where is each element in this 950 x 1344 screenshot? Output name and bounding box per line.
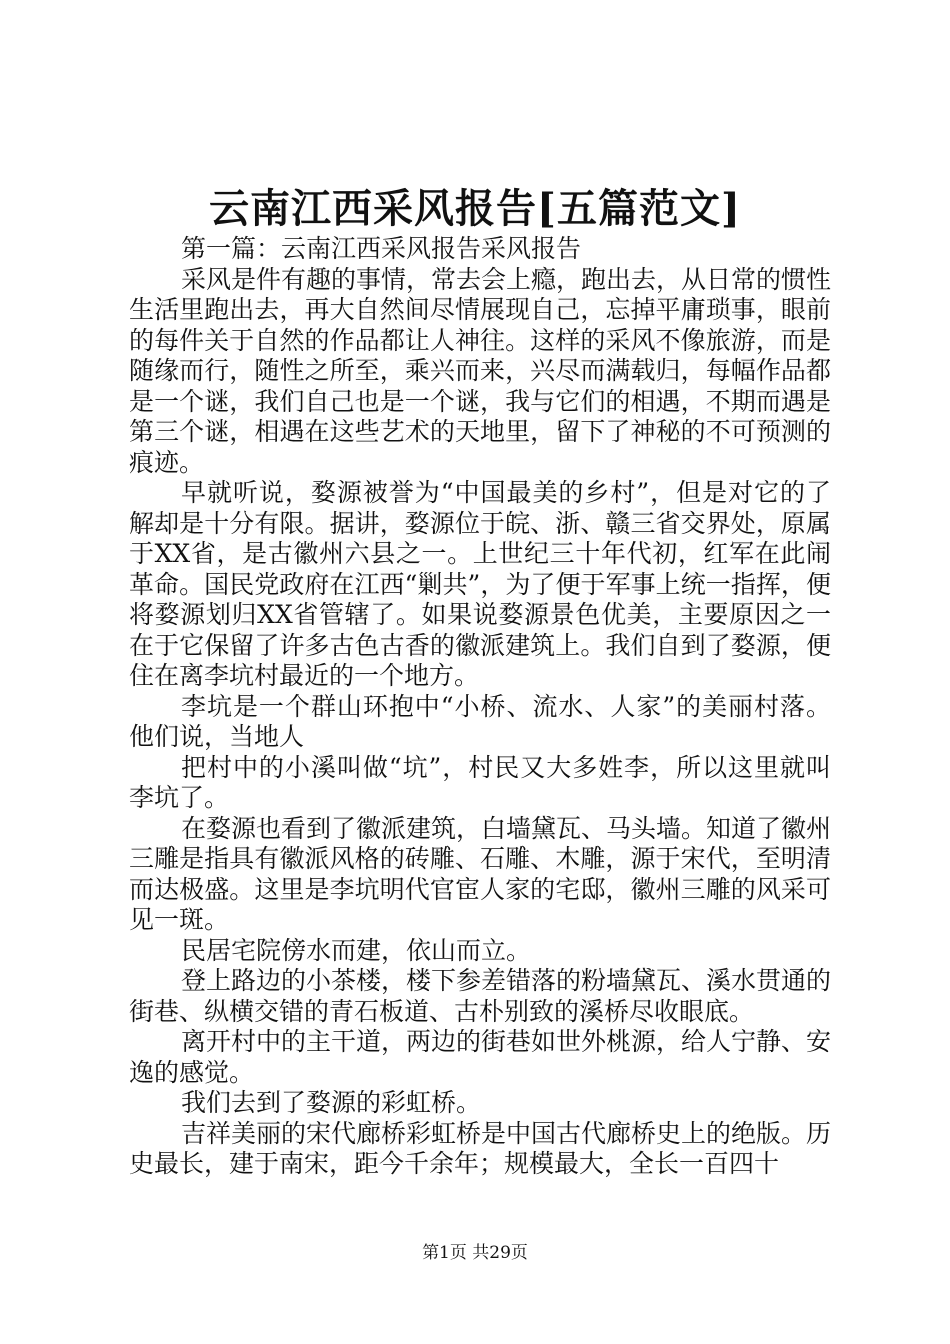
paragraph: 采风是件有趣的事情，常去会上瘾，跑出去，从日常的惯性生活里跑出去，再大自然间尽情展现自己，忘掉平庸琐事，眼前的每件关于自然的作品都让人神往。这样的采风不像旅游，而是随缘而行，随性之所至，乘兴而来，兴尽而满载归，每幅作品都是一个谜，我们自己也是一个谜，我与它们的相遇，不期而遇是第三个谜，相遇在这些艺术的天地里，留下了神秘的不可预测的痕迹。 [129, 264, 832, 477]
paragraph: 早就听说，婺源被誉为“中国最美的乡村”，但是对它的了解却是十分有限。据讲，婺源位于皖、浙、赣三省交界处，原属于XX省，是古徽州六县之一。上世纪三十年代初，红军在此闹革命。国民党政府在江西“剿共”，为了便于军事上统一指挥，便将婺源划归XX省管辖了。如果说婺源景色优美，主要原因之一在于它保留了许多古色古香的徽派建筑上。我们自到了婺源，便住在离李坑村最近的一个地方。 [129, 478, 831, 690]
paragraph: 李坑是一个群山环抱中“小桥、流水、人家”的美丽村落。他们说，当地人 [129, 691, 831, 751]
page-number: 第1页 共29页 [422, 1243, 528, 1263]
document-title: 云南江西采风报告[五篇范文] [209, 185, 741, 232]
paragraph: 把村中的小溪叫做“坑”，村民又大多姓李，所以这里就叫李坑了。 [129, 752, 831, 812]
document-body [129, 234, 831, 1180]
paragraph: 我们去到了婺源的彩虹桥。 [181, 1088, 482, 1117]
paragraph: 民居宅院傍水而建，依山而立。 [181, 935, 532, 965]
section-heading: 第一篇：云南江西采风报告采风报告 [181, 234, 582, 263]
paragraph: 在婺源也看到了徽派建筑，白墙黛瓦、马头墙。知道了徽州三雕是指具有徽派风格的砖雕、石雕、木雕，源于宋代，至明清而达极盛。这里是李坑明代官宦人家的宅邸，徽州三雕的风采可见一斑。 [129, 813, 832, 934]
paragraph: 登上路边的小茶楼，楼下参差错落的粉墙黛瓦、溪水贯通的街巷、纵横交错的青石板道、古朴别致的溪桥尽收眼底。 [129, 966, 832, 1026]
paragraph: 吉祥美丽的宋代廊桥彩虹桥是中国古代廊桥史上的绝版。历史最长，建于南宋，距今千余年；规模最大，全长一百四十 [129, 1118, 832, 1178]
paragraph: 离开村中的主干道，两边的街巷如世外桃源，给人宁静、安逸的感觉。 [129, 1027, 832, 1087]
